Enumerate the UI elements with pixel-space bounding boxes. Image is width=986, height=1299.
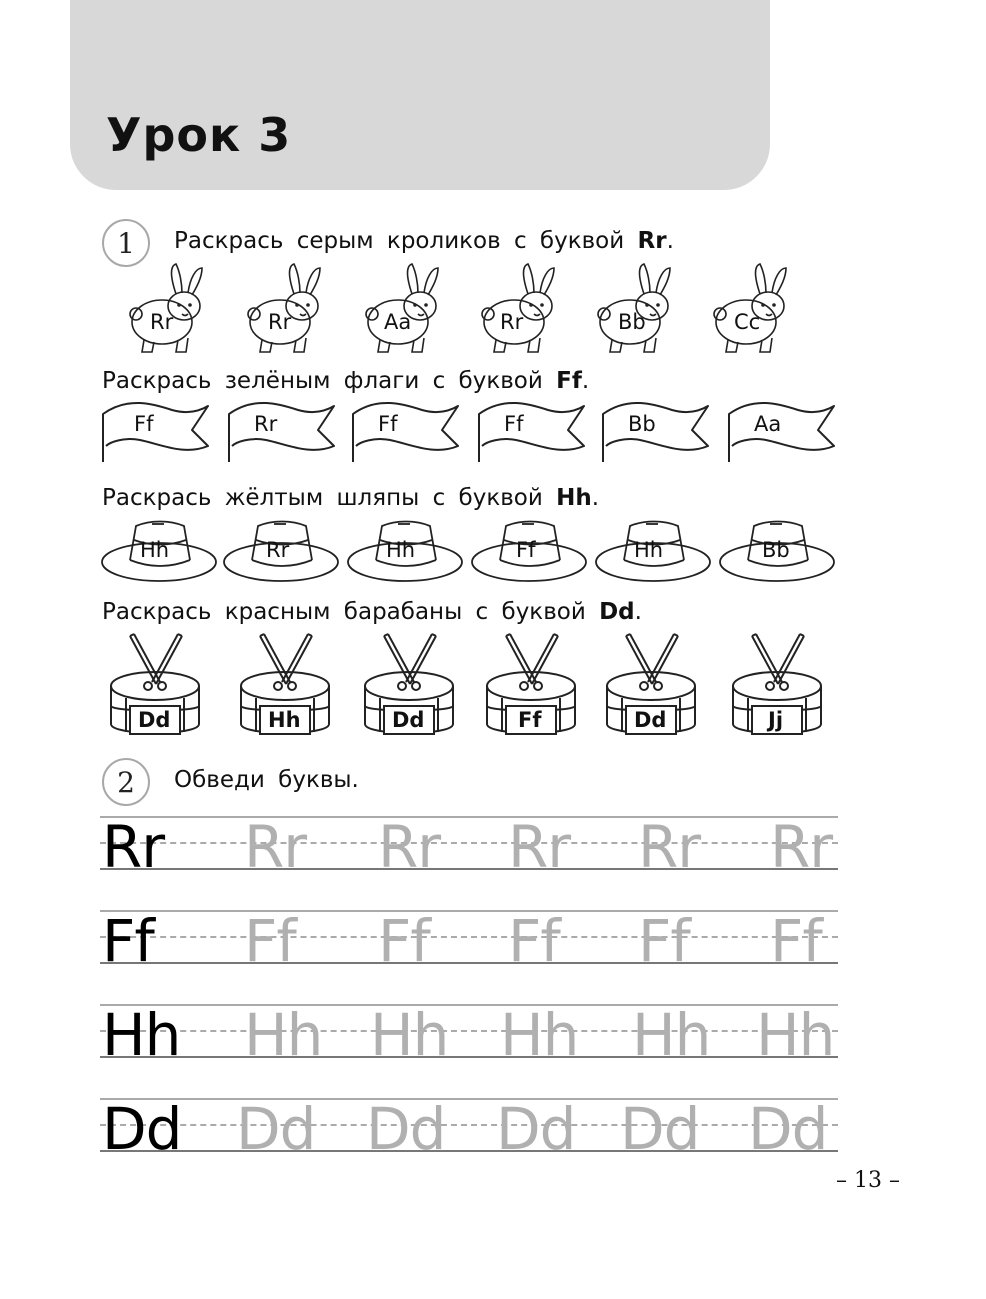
instruction-letter: Dd <box>599 599 635 625</box>
tracing-row-h <box>100 1001 838 1069</box>
instruction-letter: Rr <box>637 228 667 254</box>
flag[interactable] <box>226 400 338 464</box>
flag[interactable] <box>100 400 212 464</box>
flag[interactable] <box>726 400 838 464</box>
hat-letter: Rr <box>266 538 290 562</box>
hat-letter: Bb <box>762 538 790 562</box>
hat-letter: Hh <box>386 538 416 562</box>
drums-instruction: Раскрась красным барабаны с буквой Dd. <box>102 599 642 625</box>
page-number: – 13 – <box>836 1168 900 1193</box>
flag-letter: Ff <box>504 412 524 436</box>
rabbit-icon <box>594 262 684 354</box>
guide-line-base <box>100 962 838 964</box>
guide-line-top <box>100 1004 838 1006</box>
flag[interactable] <box>476 400 588 464</box>
rabbit-letter: Cc <box>734 310 761 334</box>
drum[interactable] <box>238 632 332 744</box>
trace-letters[interactable]: Rr <box>770 813 833 881</box>
rabbit-letter: Bb <box>618 310 646 334</box>
rabbit[interactable] <box>478 262 568 354</box>
flag-icon <box>476 400 588 464</box>
model-letters: Hh <box>102 1001 181 1069</box>
instruction-letter: Hh <box>556 485 592 511</box>
tracing-row-r <box>100 813 838 881</box>
trace-letters[interactable]: Hh <box>244 1001 323 1069</box>
task-1-instruction: Раскрась серым кроликов с буквой Rr. <box>174 228 674 254</box>
guide-line-top <box>100 1098 838 1100</box>
trace-letters[interactable]: Ff <box>244 907 296 975</box>
flags-instruction: Раскрась зелёным флаги с буквой Ff. <box>102 368 590 394</box>
drum[interactable] <box>484 632 578 744</box>
guide-line-mid <box>100 1124 838 1126</box>
trace-letters[interactable]: Ff <box>770 907 822 975</box>
guide-line-base <box>100 1056 838 1058</box>
trace-letters[interactable]: Hh <box>370 1001 449 1069</box>
instruction-letter: Ff <box>556 368 582 394</box>
hat-letter: Ff <box>516 538 536 562</box>
rabbit-letter: Rr <box>268 310 292 334</box>
instruction-text: Раскрась серым кроликов с буквой <box>174 228 625 254</box>
instruction-text: Раскрась жёлтым шляпы с буквой <box>102 485 543 511</box>
drum-letter: Ff <box>518 708 542 732</box>
hat-letter: Hh <box>140 538 170 562</box>
tracing-row-f <box>100 907 838 975</box>
drum[interactable] <box>108 632 202 744</box>
rabbit[interactable] <box>594 262 684 354</box>
drum-letter: Hh <box>268 708 301 732</box>
drum[interactable] <box>604 632 698 744</box>
rabbit[interactable] <box>244 262 334 354</box>
trace-letters[interactable]: Hh <box>500 1001 579 1069</box>
drum[interactable] <box>730 632 824 744</box>
trace-letters[interactable]: Hh <box>632 1001 711 1069</box>
lesson-title: Урок 3 <box>106 108 292 162</box>
guide-line-base <box>100 868 838 870</box>
rabbit[interactable] <box>126 262 216 354</box>
hat[interactable] <box>594 518 712 584</box>
rabbit-icon <box>710 262 800 354</box>
flag-letter: Ff <box>378 412 398 436</box>
flag[interactable] <box>600 400 712 464</box>
trace-letters[interactable]: Rr <box>638 813 701 881</box>
rabbit-letter: Rr <box>150 310 174 334</box>
trace-letters[interactable]: Hh <box>756 1001 835 1069</box>
task-1-number: 1 <box>102 219 150 267</box>
flag-letter: Bb <box>628 412 656 436</box>
trace-letters[interactable]: Dd <box>496 1095 576 1163</box>
trace-letters[interactable]: Rr <box>508 813 571 881</box>
instruction-text: Раскрась зелёным флаги с буквой <box>102 368 543 394</box>
drum-letter: Dd <box>634 708 667 732</box>
guide-line-top <box>100 816 838 818</box>
trace-letters[interactable]: Ff <box>508 907 560 975</box>
task-2-instruction: Обведи буквы. <box>174 767 359 793</box>
flag-icon <box>226 400 338 464</box>
model-letters: Dd <box>102 1095 182 1163</box>
guide-line-mid <box>100 842 838 844</box>
instruction-text: Раскрась красным барабаны с буквой <box>102 599 586 625</box>
rabbit[interactable] <box>362 262 452 354</box>
trace-letters[interactable]: Rr <box>244 813 307 881</box>
rabbit-icon <box>244 262 334 354</box>
flag-icon <box>100 400 212 464</box>
model-letters: Ff <box>102 907 154 975</box>
drum-letter: Dd <box>392 708 425 732</box>
guide-line-base <box>100 1150 838 1152</box>
drum-letter: Jj <box>768 708 784 732</box>
hat[interactable] <box>470 518 588 584</box>
flag-letter: Ff <box>134 412 154 436</box>
trace-letters[interactable]: Dd <box>620 1095 700 1163</box>
model-letters: Rr <box>102 813 165 881</box>
guide-line-mid <box>100 936 838 938</box>
rabbit-icon <box>478 262 568 354</box>
flag-letter: Rr <box>254 412 278 436</box>
flag[interactable] <box>350 400 462 464</box>
flag-letter: Aa <box>754 412 782 436</box>
tracing-row-d <box>100 1095 838 1163</box>
flag-icon <box>600 400 712 464</box>
rabbit[interactable] <box>710 262 800 354</box>
rabbit-letter: Aa <box>384 310 412 334</box>
trace-letters[interactable]: Dd <box>236 1095 316 1163</box>
hat[interactable] <box>100 518 218 584</box>
flag-icon <box>726 400 838 464</box>
hat[interactable] <box>346 518 464 584</box>
trace-letters[interactable]: Ff <box>378 907 430 975</box>
hats-instruction: Раскрась жёлтым шляпы с буквой Hh. <box>102 485 600 511</box>
hat[interactable] <box>222 518 340 584</box>
hat[interactable] <box>718 518 836 584</box>
guide-line-top <box>100 910 838 912</box>
trace-letters[interactable]: Dd <box>748 1095 828 1163</box>
hat-letter: Hh <box>634 538 664 562</box>
rabbit-letter: Rr <box>500 310 524 334</box>
drum[interactable] <box>362 632 456 744</box>
rabbit-icon <box>126 262 216 354</box>
drum-letter: Dd <box>138 708 171 732</box>
trace-letters[interactable]: Ff <box>638 907 690 975</box>
guide-line-mid <box>100 1030 838 1032</box>
trace-letters[interactable]: Dd <box>366 1095 446 1163</box>
trace-letters[interactable]: Rr <box>378 813 441 881</box>
task-2-number: 2 <box>102 758 150 806</box>
flag-icon <box>350 400 462 464</box>
rabbit-icon <box>362 262 452 354</box>
